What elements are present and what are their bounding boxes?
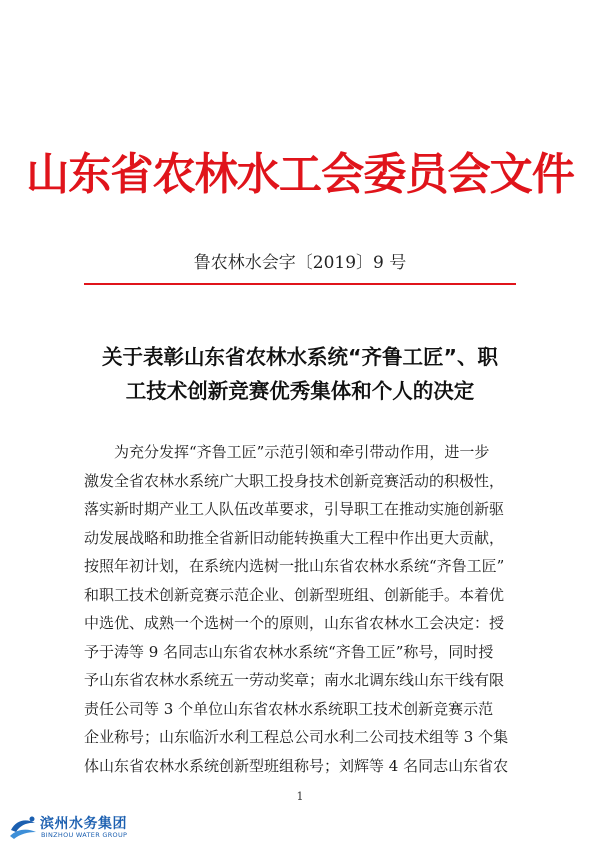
watermark-logo <box>8 812 168 842</box>
body-line: 责任公司等 3 个单位山东省农林水系统职工技术创新竞赛示范 <box>84 699 494 718</box>
body-line: 予于涛等 9 名同志山东省农林水系统“齐鲁工匠”称号，同时授 <box>84 642 494 661</box>
watermark-name-en: BINZHOU WATER GROUP <box>41 831 128 839</box>
body-paragraph <box>84 438 520 780</box>
body-line: 和职工技术创新竞赛示范企业、创新型班组、创新能手。本着优 <box>84 585 505 604</box>
page-number: 1 <box>296 790 304 803</box>
water-drop-logo-icon <box>8 814 38 840</box>
decision-title-line: 工技术创新竞赛优秀集体和个人的决定 <box>125 379 475 403</box>
red-divider-line <box>84 283 516 285</box>
decision-title-line: 关于表彰山东省农林水系统“齐鲁工匠”、职 <box>102 345 498 369</box>
body-line: 企业称号；山东临沂水利工程总公司水利二公司技术组等 3 个集 <box>84 728 509 746</box>
document-number: 鲁农林水会字〔2019〕9 号 <box>193 253 407 273</box>
body-line: 予山东省农林水系统五一劳动奖章；南水北调东线山东干线有限 <box>84 671 505 689</box>
decision-title <box>60 340 540 408</box>
body-line: 动发展战略和助推全省新旧动能转换重大工程中作出更大贡献， <box>84 528 505 547</box>
document-header-title: 山东省农林水工会委员会文件 <box>26 149 574 200</box>
body-line: 激发全省农林水系统广大职工投身技术创新竞赛活动的积极性， <box>84 471 505 490</box>
watermark-name-cn: 滨州水务集团 <box>40 816 127 832</box>
body-line: 为充分发挥“齐鲁工匠”示范引领和牵引带动作用，进一步 <box>114 443 490 461</box>
body-line: 体山东省农林水系统创新型班组称号；刘辉等 4 名同志山东省农 <box>84 756 509 775</box>
body-line: 落实新时期产业工人队伍改革要求，引导职工在推动实施创新驱 <box>84 500 505 518</box>
body-line: 中选优、成熟一个选树一个的原则，山东省农林水工会决定：授 <box>84 614 505 632</box>
body-line: 按照年初计划，在系统内选树一批山东省农林水系统“齐鲁工匠” <box>84 557 505 575</box>
